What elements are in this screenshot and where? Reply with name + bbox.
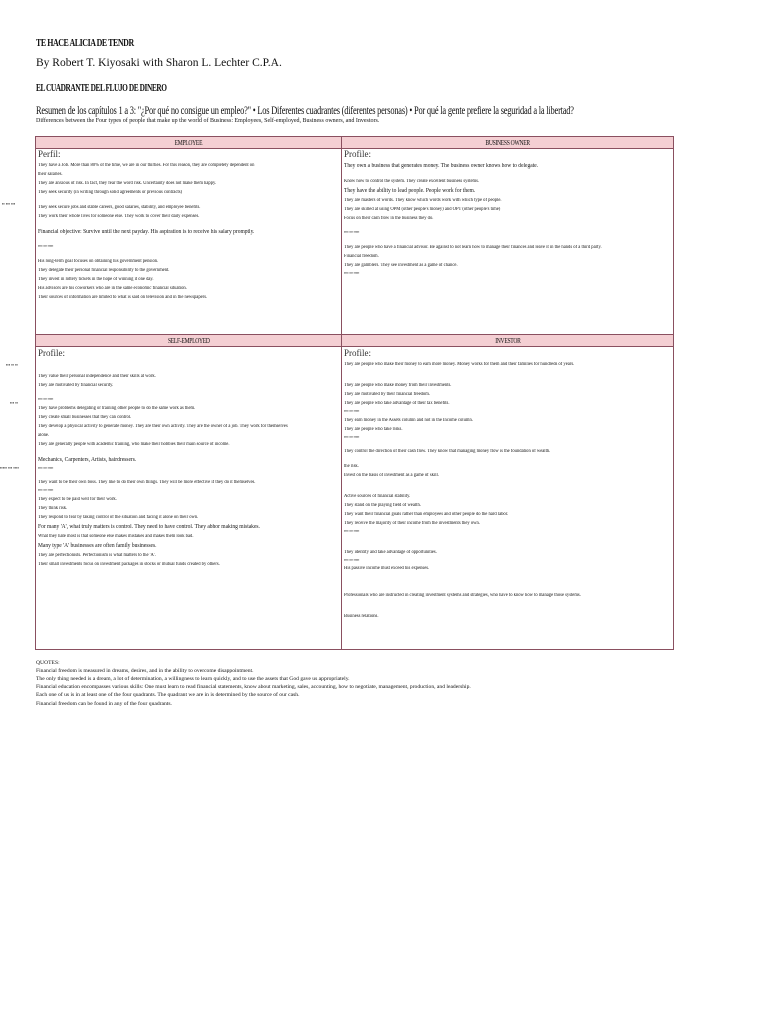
profile-line: They invest in lottery tickets in the hope of winning it one day. (38, 276, 154, 282)
profile-line: They earn money in the Assets column and not in the Income column. (344, 417, 473, 423)
profile-line: What they hate most is that someone else makes mistakes and makes them look bad. (38, 533, 194, 539)
profile-line: Many type 'A' businesses are often family businesses. (38, 542, 157, 549)
profile-line: Their sources of information are limited to what is said on television and in the newspapers. (38, 294, 208, 300)
profile-line: They are motivated by financial security. (38, 383, 114, 388)
document-subtitle: EL CUADRANTE DEL FLUJO DE DINERO (36, 83, 167, 94)
quotes-section (36, 659, 471, 708)
quadrant-investor (344, 349, 672, 623)
profile-line: They want their financial goals rather than employees and other people do the hard labor. (344, 512, 509, 517)
profile-line: Their small investments focus on investment packages in stocks or mutual funds created by others. (38, 561, 220, 567)
profile-line: They are motivated by their financial freedom. (344, 392, 430, 397)
margin-note: ▪▪▪ ▪▪ ▪▪ (6, 362, 18, 367)
margin-note: ▪▪▪ ▪▪ (10, 400, 19, 405)
profile-line: They develop a physical activity to generate money. They are their own activity. They are the owner of a job. They work for themselves (38, 423, 288, 429)
quote-line: The only thing needed is a dream, a lot of determination, a willingness to learn quickly, and to use the assets that God gave us appropriately. (36, 676, 350, 683)
illegible-line: ▪▪▪▪ ▪▪▪ ▪▪▪▪▪ (38, 244, 54, 248)
illegible-line: ▪▪▪▪ ▪▪▪ ▪▪▪▪▪ (344, 270, 360, 275)
illegible-line: ▪▪▪▪ ▪▪▪ ▪▪▪▪▪ (344, 557, 360, 562)
table-divider-vertical (341, 137, 342, 649)
profile-line: They think risk. (38, 505, 68, 511)
profile-line: They are anxious of risk. In fact, they fear the word risk. Uncertainty does not make them happy. (38, 181, 217, 186)
margin-note: ▪▪ ▪▪▪ ▪▪▪ (2, 201, 16, 206)
illegible-line: ▪▪▪▪ ▪▪▪ ▪▪▪▪▪ (344, 409, 360, 413)
quote-line: Each one of us is in at least one of the four quadrants. The quadrant we are in is determined by the source of our cash. (36, 692, 300, 699)
profile-line: Financial objective: Survive until the next payday. His aspiration is to receive his salary promptly. (38, 229, 255, 235)
profile-line: They are masters of words. They know which words work with which type of people. (344, 198, 502, 203)
illegible-line: ▪▪▪▪ ▪▪▪ ▪▪▪▪▪ (344, 230, 360, 234)
document-author: By Robert T. Kiyosaki with Sharon L. Lechter C.P.A. (36, 57, 282, 69)
profile-line: Mechanics, Carpenters, Artists, hairdressers. (38, 456, 137, 463)
profile-label: Perfil: (38, 149, 61, 159)
profile-line: They are people who take advantage of their tax benefits. (344, 401, 450, 406)
profile-label: Profile: (38, 348, 65, 358)
profile-line: Focus on their cash flow in the business they do. (344, 216, 434, 221)
profile-line: They have a Job. More than 80% of the time, we are in our thirties. For this reason, they are completely dependent on (38, 163, 255, 168)
profile-line: They are people who make money from their investments. (344, 383, 452, 388)
profile-line: They identify and take advantage of opportunities. (344, 549, 437, 555)
profile-line: They have problems delegating or training other people to do the same work as them. (38, 405, 196, 411)
quote-line: Financial freedom is measured in dreams, desires, and in the ability to overcome disappointment. (36, 668, 254, 675)
profile-line: They are generally people with academic training, who make their hobbies their main source of income. (38, 441, 230, 447)
quadrant-business-owner (344, 150, 672, 279)
profile-line: Business relations. (344, 614, 379, 619)
profile-line: alone. (38, 432, 50, 438)
profile-line: They are gamblers. They see investment as a game of chance. (344, 262, 458, 268)
profile-line: They seek security (in writing through solid agreements or previous contracts) (38, 190, 183, 195)
profile-line: His passive income must exceed his expenses. (344, 566, 430, 571)
profile-line: They control the direction of their cash flow. They know that managing money flow is the foundation of wealth. (344, 449, 551, 454)
quadrant-header-self-employed: SELF-EMPLOYED (36, 335, 341, 347)
profile-line: their salaries. (38, 172, 63, 177)
quote-line: Financial education encompasses various skills: One must learn to read financial statements, know about marketing, sales, accounting, how to negotiate, management, production, and leadership. (36, 684, 471, 691)
quadrant-employee (38, 150, 338, 304)
illegible-line: ▪▪▪▪ ▪▪▪ ▪▪▪▪▪ (344, 434, 360, 439)
profile-line: They stand on the playing field of wealth. (344, 503, 421, 508)
profile-line: Know how to control the system. They create excellent business systems. (344, 179, 480, 184)
profile-line: Financial freedom. (344, 253, 379, 259)
quotes-heading: QUOTES: (36, 660, 60, 666)
margin-note: ▪▪▪▪▪ ▪▪▪ ▪▪▪▪ (0, 465, 20, 470)
illegible-line: ▪▪▪▪ ▪▪▪ ▪▪▪▪▪ (344, 529, 360, 533)
profile-line: They receive the majority of their income from the investments they own. (344, 521, 480, 526)
profile-label: Profile: (344, 149, 371, 159)
intro-text: Differences between the Four types of people that make up the world of Business: Employees, Self-employed, Business owners, and Investors. (36, 118, 380, 124)
profile-line: They are skilled at using OPM (other people's money) and OPT (other people's time) (344, 207, 501, 212)
quadrant-self-employed (38, 349, 338, 571)
quadrant-header-business-owner: BUSINESS OWNER (342, 137, 673, 149)
quadrant-header-investor: INVESTOR (342, 335, 673, 347)
profile-line: the risk. (344, 464, 359, 469)
profile-line: Active sources of financial stability. (344, 494, 411, 499)
profile-line: They are perfectionists. Perfectionism is what matters to the 'A'. (38, 552, 156, 558)
illegible-line: ▪▪▪▪ ▪▪▪ ▪▪▪▪▪ (38, 465, 54, 470)
profile-line: They are people who have a financial advisor. Be against to not learn how to manage their finances and leave it in the hands of a third party. (344, 244, 602, 250)
illegible-line: ▪▪▪▪ ▪▪▪ ▪▪▪▪▪ (38, 397, 54, 401)
profile-line: They want to be their own boss. They like to do their own things. They will be more effective if they do it themselves. (38, 480, 256, 485)
profile-line: They own a business that generates money. The business owner knows how to delegate. (344, 163, 539, 169)
document-title: TE HACE ALICIA DE TENDR (36, 37, 134, 49)
profile-line: Professionals who are instructed in creating investment systems and strategies, who have to know how to manage those systems. (344, 593, 581, 598)
profile-line: They respond to fear by taking control of the situation and facing it alone on their own. (38, 514, 199, 520)
profile-line: They value their personal independence and their skills at work. (38, 374, 156, 379)
profile-line: They delegate their personal financial responsibility to the government. (38, 267, 170, 273)
profile-line: They are people who make their money to earn more money. Money works for them and their families for hundreds of years. (344, 362, 575, 367)
profile-label: Profile: (344, 348, 371, 358)
profile-line: They are people who take risks. (344, 426, 403, 432)
profile-line: They work their whole lives for someone else. They work to cover their daily expenses. (38, 214, 200, 219)
chapter-summary: Resumen de los capítulos 1 a 3: "¿Por qué no consigue un empleo?" • Los Diferentes cuadrantes (diferentes personas) • Por qué la gente prefiere la seguridad a la libertad? (36, 103, 574, 117)
profile-line: They create small businesses that they can control. (38, 414, 132, 420)
profile-line: For many 'A', what truly matters is control. They need to have control. They abhor making mistakes. (38, 523, 260, 530)
quadrant-header-employee: EMPLOYEE (36, 137, 341, 149)
quote-line: Financial freedom can be found in any of the four quadrants. (36, 700, 172, 707)
quadrant-table (35, 136, 674, 650)
profile-line: His advisors are his coworkers who are in the same economic financial situation. (38, 285, 187, 291)
profile-line: They seek secure jobs and stable careers, good salaries, stability, and employee benefits. (38, 205, 201, 210)
profile-line: They expect to be paid well for their work. (38, 496, 117, 502)
profile-line: Invest on the basis of investment as a game of skill. (344, 473, 439, 478)
illegible-line: ▪▪▪▪ ▪▪▪ ▪▪▪▪▪ (38, 488, 54, 492)
profile-line: They have the ability to lead people. People work for them. (344, 188, 476, 194)
profile-line: His long-term goal focuses on obtaining his government pension. (38, 258, 159, 264)
